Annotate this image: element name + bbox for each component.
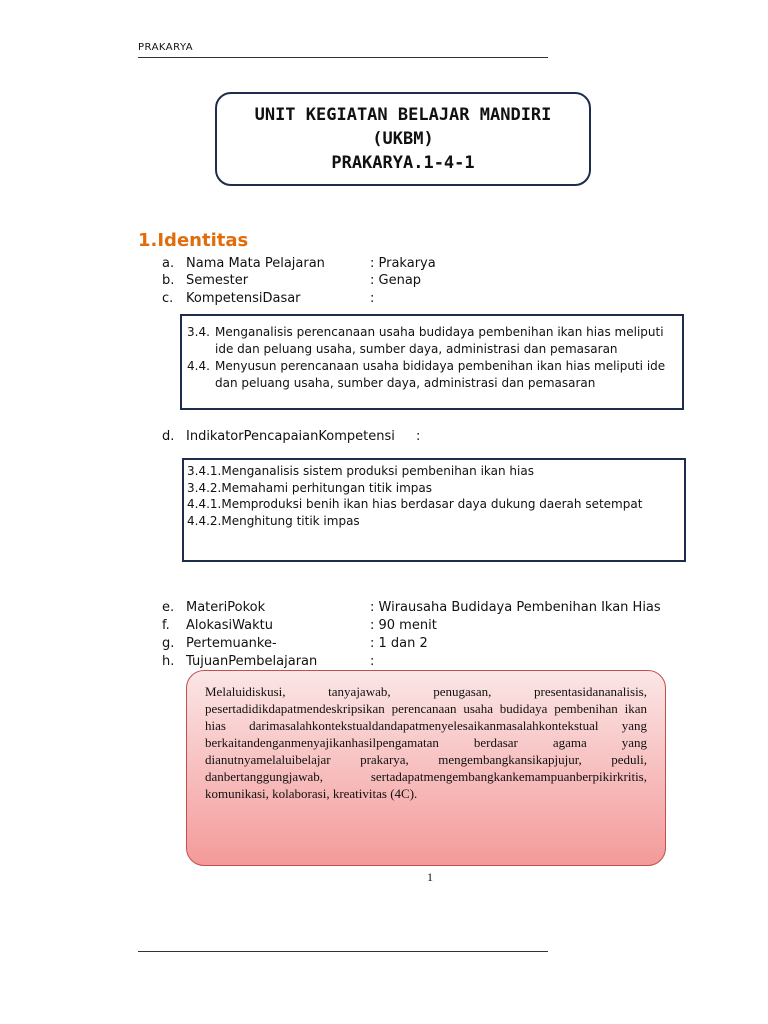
indikator-item: 3.4.1.Menganalisis sistem produksi pembenihan ikan hias [187,464,534,478]
kompetensi-dasar-box [180,314,684,410]
tujuan-text: Melaluidiskusi, tanyajawab, penugasan, presentasidananalisis, pesertadidikdapatmendeskripsikan perencanaan usaha budidaya pembenihan ikan hias darimasalahkontekstualdandapatmenyelesaikanmasalahkontekstual yang berkaitandenganmenyajikanhasilpengamatan berdasar agama yang dianutnyamelaluibelajar prakarya, mengembangkansikapjujur, peduli, danbertanggungjawab, sertadapatmengembangkankemampuanberpikirkritis, komunikasi, kolaborasi, kreativitas (4C). [205,684,647,801]
title-line-3: PRAKARYA.1-4-1 [331,153,475,173]
row-letter: e. [162,600,175,615]
row-label: Semester [186,273,249,288]
kd-number: 4.4. [187,359,210,373]
row-letter: f. [162,618,170,633]
row-value: : Prakarya [370,256,436,271]
row-label: Nama Mata Pelajaran [186,256,325,271]
section-title: 1.Identitas [138,230,249,251]
row-label: IndikatorPencapaianKompetensi [186,429,395,444]
row-value: : 1 dan 2 [370,636,428,651]
kd-number: 3.4. [187,325,210,339]
row-label: MateriPokok [186,600,266,615]
row-label: TujuanPembelajaran [186,654,318,669]
row-value: : [370,654,375,669]
indikator-item: 3.4.2.Memahami perhitungan titik impas [187,480,432,495]
row-label: KompetensiDasar [186,291,301,306]
indikator-item: 4.4.2.Menghitung titik impas [187,513,360,528]
row-value: : Genap [370,273,422,288]
running-header: PRAKARYA [138,42,194,53]
page-number: 1 [427,870,433,884]
row-value: : Wirausaha Budidaya Pembenihan Ikan Hias [370,600,661,615]
row-letter: a. [162,256,175,271]
row-value: : [416,429,421,444]
indikator-item: 4.4.1.Memproduksi benih ikan hias berdasar daya dukung daerah setempat [187,497,643,511]
row-letter: d. [162,429,175,444]
footer-rule [138,951,548,952]
row-value: : 90 menit [370,618,437,633]
title-box [215,92,591,186]
row-label: Pertemuanke- [186,636,277,651]
row-letter: c. [162,291,174,306]
kd-text: Menganalisis perencanaan usaha budidaya pembenihan ikan hias meliputi ide dan peluang usaha, sumber daya, administrasi dan pemasaran [215,325,664,356]
kd-item [187,358,674,392]
row-letter: h. [162,654,175,669]
kd-item [187,324,674,358]
title-line-1: UNIT KEGIATAN BELAJAR MANDIRI [254,105,552,125]
title-line-2: (UKBM) [372,129,434,149]
row-letter: b. [162,273,175,288]
header-rule [138,57,548,58]
tujuan-pembelajaran-box [186,670,666,866]
indikator-box [182,458,686,562]
row-label: AlokasiWaktu [186,618,273,633]
row-value: : [370,291,375,306]
kd-text: Menyusun perencanaan usaha bididaya pembenihan ikan hias meliputi ide dan peluang usaha, sumber daya, administrasi dan pemasaran [215,359,666,390]
row-letter: g. [162,636,175,651]
